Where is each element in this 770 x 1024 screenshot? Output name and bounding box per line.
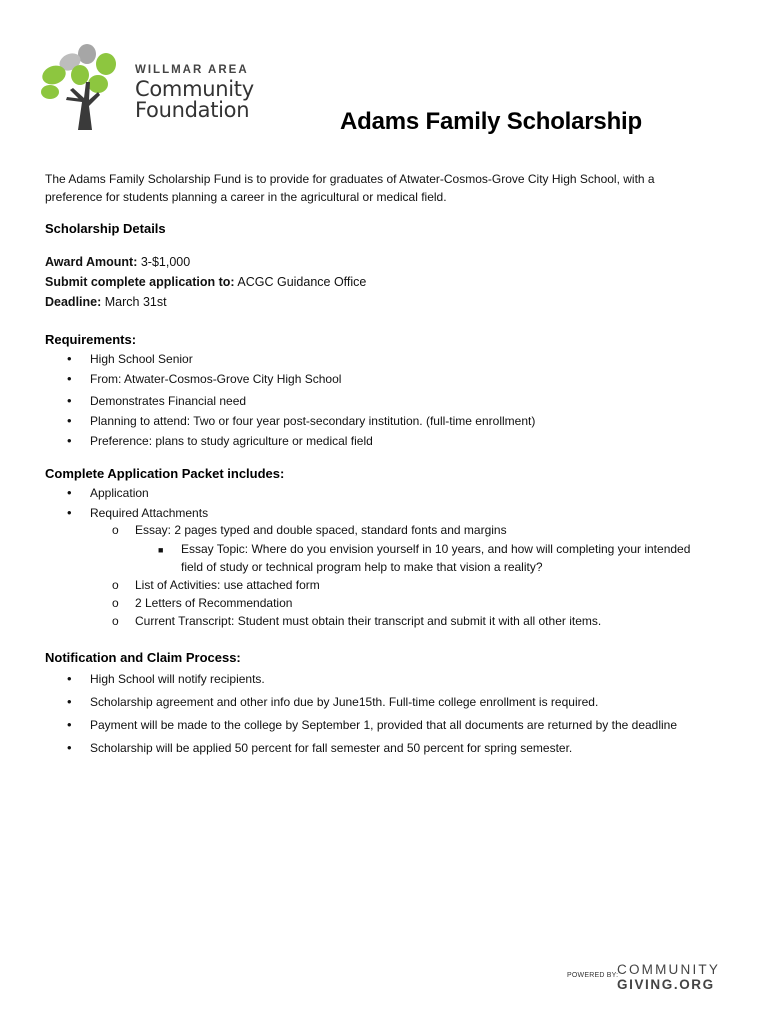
list-item: • Required Attachments	[45, 503, 208, 523]
logo-line2: Community	[135, 77, 254, 101]
essay-text: Essay: 2 pages typed and double spaced, standard fonts and margins	[135, 523, 507, 537]
submit-label: Submit complete application to:	[45, 275, 235, 289]
page-title: Adams Family Scholarship	[340, 108, 642, 135]
list-item: • High School will notify recipients.	[45, 669, 677, 692]
essay-topic-line1: Essay Topic: Where do you envision yourself in 10 years, and how will completing your intended	[181, 542, 691, 556]
award-value: 3-$1,000	[140, 255, 191, 269]
powered-by-label: POWERED BY:	[567, 972, 619, 979]
list-item: • Scholarship agreement and other info due by June15th. Full-time college enrollment is required.	[45, 692, 677, 715]
sub-marker: o	[112, 596, 119, 610]
sub-marker: o	[112, 578, 119, 592]
list-item: • Payment will be made to the college by September 1, provided that all documents are returned by the deadline	[45, 715, 677, 738]
activities-text: List of Activities: use attached form	[135, 578, 320, 592]
award-label: Award Amount:	[45, 255, 138, 269]
list-item: • Planning to attend: Two or four year post-secondary institution. (full-time enrollment)	[45, 411, 535, 431]
footer-brand-line1: COMMUNITY	[617, 962, 721, 977]
transcript-text: Current Transcript: Student must obtain their transcript and submit it with all other items.	[135, 614, 602, 628]
packet-heading: Complete Application Packet includes:	[45, 466, 285, 481]
powered-by-footer	[567, 962, 727, 994]
footer-brand-line2: GIVING.ORG	[617, 977, 715, 992]
requirements-heading: Requirements:	[45, 332, 137, 347]
list-item: • From: Atwater-Cosmos-Grove City High School	[45, 369, 535, 391]
sub-marker: o	[112, 523, 119, 537]
deadline-value: March 31st	[104, 295, 167, 309]
sub-marker: o	[112, 614, 119, 628]
tree-icon	[40, 42, 135, 134]
notification-heading: Notification and Claim Process:	[45, 650, 241, 665]
list-item: • Scholarship will be applied 50 percent for fall semester and 50 percent for spring semester.	[45, 738, 677, 758]
award-amount	[45, 255, 190, 269]
deadline-label: Deadline:	[45, 295, 102, 309]
submit-value: ACGC Guidance Office	[237, 275, 367, 289]
submit-to	[45, 275, 366, 289]
packet-list	[45, 483, 208, 523]
essay-topic-line2: field of study or technical program help to make that vision a reality?	[181, 560, 543, 574]
list-item: • Demonstrates Financial need	[45, 391, 535, 411]
requirements-list	[45, 349, 535, 451]
foundation-logo	[40, 42, 260, 134]
list-item: • Preference: plans to study agriculture or medical field	[45, 431, 535, 451]
square-bullet-icon: ■	[158, 545, 164, 555]
letters-text: 2 Letters of Recommendation	[135, 596, 293, 610]
intro-paragraph: The Adams Family Scholarship Fund is to provide for graduates of Atwater-Cosmos-Grove City High School, with a preference for students planning a career in the agricultural or medical field.	[45, 172, 655, 204]
logo-line3: Foundation	[135, 98, 250, 122]
deadline	[45, 295, 167, 309]
logo-line1: WILLMAR AREA	[135, 64, 249, 76]
list-item: • Application	[45, 483, 208, 503]
notification-list	[45, 669, 677, 758]
details-heading: Scholarship Details	[45, 221, 166, 236]
list-item: • High School Senior	[45, 349, 535, 369]
